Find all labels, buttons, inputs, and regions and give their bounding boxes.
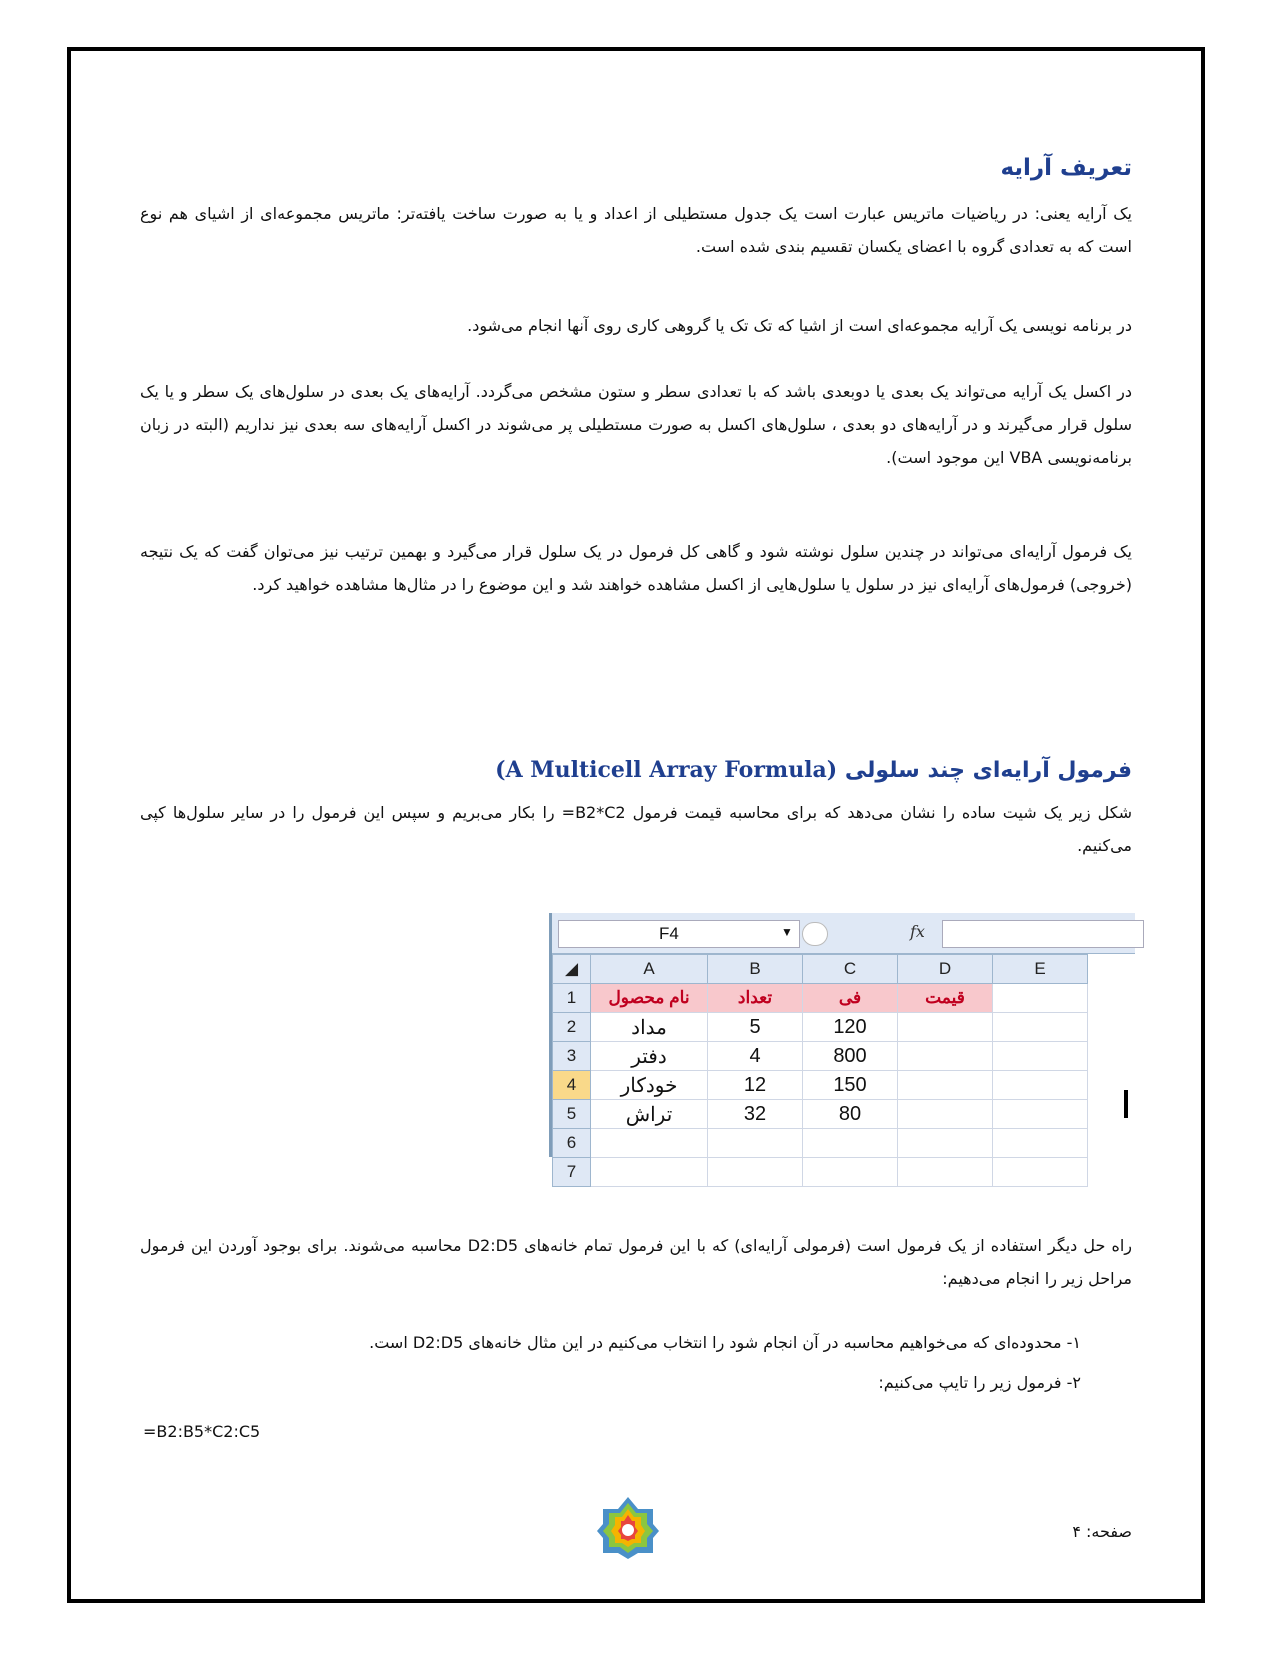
row-header[interactable]: 2: [553, 1013, 591, 1042]
dropdown-arrow-icon[interactable]: ▼: [781, 925, 793, 939]
cell[interactable]: [993, 1042, 1088, 1071]
cell[interactable]: 800: [803, 1042, 898, 1071]
section-title-array-definition: تعریف آرایه: [1000, 155, 1132, 181]
column-header-d[interactable]: D: [898, 955, 993, 984]
cell-header[interactable]: فی: [803, 984, 898, 1013]
cell[interactable]: خودکار: [591, 1071, 708, 1100]
row-header[interactable]: 3: [553, 1042, 591, 1071]
cell[interactable]: [803, 1129, 898, 1158]
section-title-en: (A Multicell Array Formula): [495, 757, 838, 783]
page-number: صفحه: ۴: [1072, 1522, 1132, 1541]
cell[interactable]: [993, 1071, 1088, 1100]
select-all-corner[interactable]: ◢: [553, 955, 591, 984]
cell[interactable]: 32: [708, 1100, 803, 1129]
active-cell-border: [1124, 1090, 1128, 1118]
row-header[interactable]: 5: [553, 1100, 591, 1129]
section-title-fa: فرمول آرایه‌ای چند سلولی: [844, 758, 1132, 783]
section-title-multicell-formula: [495, 757, 1132, 783]
cell[interactable]: 4: [708, 1042, 803, 1071]
step-2: ۲- فرمول زیر را تایپ می‌کنیم:: [878, 1373, 1081, 1392]
column-header-c[interactable]: C: [803, 955, 898, 984]
cell[interactable]: [898, 1042, 993, 1071]
row-header-selected[interactable]: 4: [553, 1071, 591, 1100]
name-box-value: F4: [659, 924, 679, 943]
cell-header[interactable]: نام محصول: [591, 984, 708, 1013]
cell[interactable]: تراش: [591, 1100, 708, 1129]
paragraph-array-formula: یک فرمول آرایه‌ای می‌تواند در چندین سلول نوشته شود و گاهی کل فرمول در یک سلول قرار می‌گیرد و بهمین ترتیب نیز می‌توان گفت که یک نتیجه (خروجی) فرمول‌های آرایه‌ای نیز در سلول یا سلول‌هایی از اکسل مشاهده خواهند شد و این موضوع را در مثال‌ها مشاهده خواهید کرد.: [140, 542, 1132, 594]
formula-input[interactable]: [942, 920, 1144, 948]
column-header-e[interactable]: E: [993, 955, 1088, 984]
cell[interactable]: [993, 1100, 1088, 1129]
paragraph-alternative: راه حل دیگر استفاده از یک فرمول است (فرمولی آرایه‌ای) که با این فرمول تمام خانه‌های D2:D5 محاسبه می‌شوند. برای بوجود آوردن این فرمول مراحل زیر را انجام می‌دهیم:: [140, 1236, 1132, 1288]
cell[interactable]: 80: [803, 1100, 898, 1129]
cell[interactable]: [898, 1013, 993, 1042]
column-header-b[interactable]: B: [708, 955, 803, 984]
formula-bar: [552, 913, 1135, 954]
paragraph-excel-array: در اکسل یک آرایه می‌تواند یک بعدی یا دوبعدی باشد که با تعدادی سطر و ستون مشخص می‌گردد. آرایه‌های یک بعدی در سلول‌های یک سطر و یا یک سلول قرار می‌گیرند و در آرایه‌های دو بعدی ، سلول‌های اکسل به صورت مستطیلی پر می‌شوند در اکسل آرایه‌های سه بعدی نیز نداریم (البته در زبان برنامه‌نویسی VBA این موجود است).: [140, 382, 1132, 467]
cell[interactable]: [708, 1129, 803, 1158]
cell[interactable]: [898, 1158, 993, 1187]
paragraph-matrix-definition: یک آرایه یعنی: در ریاضیات ماتریس عبارت است یک جدول مستطیلی از اعداد و یا به صورت ساخت یافته‌تر: ماتریس مجموعه‌ای از اشیای هم نوع است که به تعدادی گروه با اعضای یکسان تقسیم بندی شده است.: [140, 204, 1132, 256]
formula-cancel-icon[interactable]: [802, 922, 828, 946]
row-header[interactable]: 7: [553, 1158, 591, 1187]
cell[interactable]: [591, 1129, 708, 1158]
sheet-grid: [552, 954, 1088, 1187]
cell[interactable]: 12: [708, 1071, 803, 1100]
cell-header[interactable]: قیمت: [898, 984, 993, 1013]
row-header[interactable]: 6: [553, 1129, 591, 1158]
step-1: ۱- محدوده‌ای که می‌خواهیم محاسبه در آن انجام شود را انتخاب می‌کنیم در این مثال خانه‌های D2:D5 است.: [369, 1333, 1081, 1352]
cell[interactable]: دفتر: [591, 1042, 708, 1071]
cell[interactable]: 5: [708, 1013, 803, 1042]
cell[interactable]: [803, 1158, 898, 1187]
row-header[interactable]: 1: [553, 984, 591, 1013]
paragraph-sheet-intro: شکل زیر یک شیت ساده را نشان می‌دهد که برای محاسبه قیمت فرمول B2*C2= را بکار می‌بریم و سپس این فرمول را در سایر سلول‌ها کپی می‌کنیم.: [140, 803, 1132, 855]
cell[interactable]: [591, 1158, 708, 1187]
logo-icon: [595, 1495, 661, 1561]
cell-header[interactable]: تعداد: [708, 984, 803, 1013]
cell[interactable]: 120: [803, 1013, 898, 1042]
cell[interactable]: [993, 1158, 1088, 1187]
cell[interactable]: [898, 1129, 993, 1158]
cell[interactable]: [993, 1013, 1088, 1042]
cell[interactable]: [898, 1100, 993, 1129]
column-header-a[interactable]: A: [591, 955, 708, 984]
cell[interactable]: [898, 1071, 993, 1100]
cell[interactable]: [993, 1129, 1088, 1158]
formula-example: =B2:B5*C2:C5: [143, 1422, 261, 1441]
name-box[interactable]: [558, 920, 800, 948]
cell[interactable]: مداد: [591, 1013, 708, 1042]
cell[interactable]: [708, 1158, 803, 1187]
fx-icon[interactable]: fx: [910, 922, 925, 941]
cell[interactable]: [993, 984, 1088, 1013]
paragraph-programming-array: در برنامه نویسی یک آرایه مجموعه‌ای است از اشیا که تک تک یا گروهی کاری روی آنها انجام می‌شود.: [467, 316, 1132, 335]
cell[interactable]: 150: [803, 1071, 898, 1100]
excel-screenshot: [549, 913, 1135, 1181]
